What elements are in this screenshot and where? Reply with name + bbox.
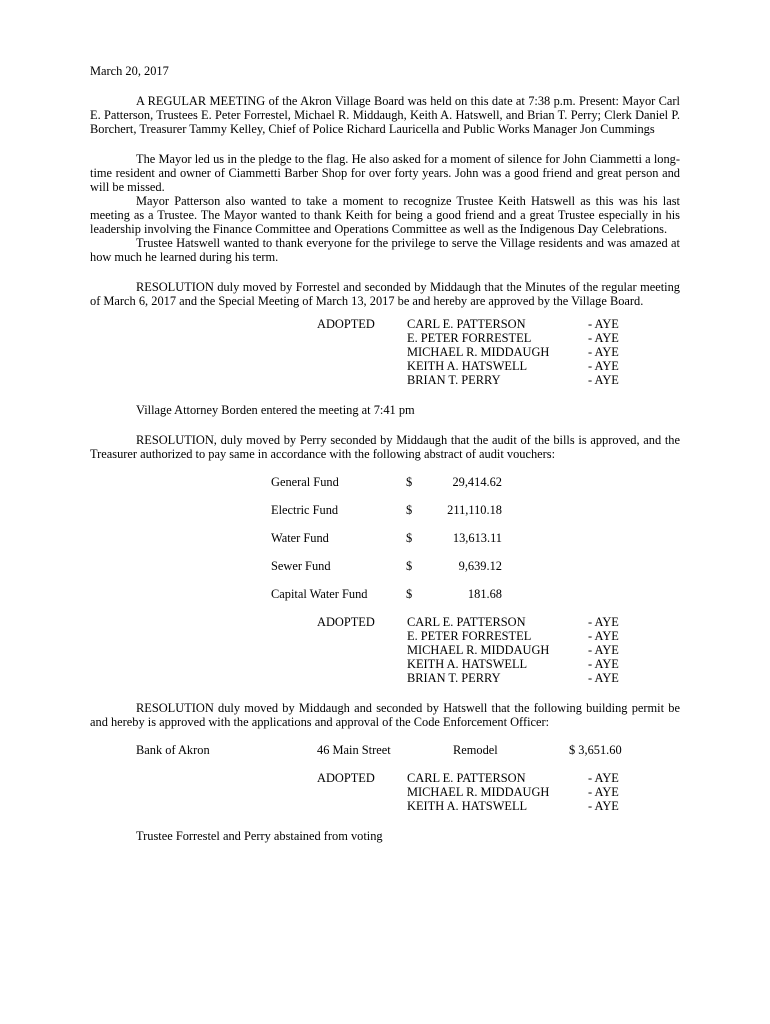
vote-value: - AYE <box>588 671 619 685</box>
fund-row <box>90 475 680 503</box>
fund-name: Capital Water Fund <box>271 587 368 601</box>
vote-value: - AYE <box>588 359 619 373</box>
vote-value: - AYE <box>588 373 619 387</box>
attorney-note: Village Attorney Borden entered the meeting at 7:41 pm <box>136 403 415 417</box>
voter-name: E. PETER FORRESTEL <box>407 331 532 345</box>
opening-paragraph: A REGULAR MEETING of the Akron Village Board was held on this date at 7:38 p.m. Present: Mayor Carl E. Patterson, Trustees E. Peter Forrestel, Michael R. Middaugh, Keith A. Hatswell, and Brian T. Perry; Clerk Daniel P. Borchert, Treasurer Tammy Kelley, Chief of Police Richard Lauricella and Public Works Manager Jon Cummings <box>90 94 680 136</box>
fund-amount: 13,613.11 <box>452 531 502 545</box>
voter-name: E. PETER FORRESTEL <box>407 629 532 643</box>
pledge-paragraph: The Mayor led us in the pledge to the flag. He also asked for a moment of silence for John Ciammetti a long-time resident and owner of Ciammetti Barber Shop for over forty years. John was a good friend and great person and will be missed. <box>90 152 680 194</box>
fund-amount: 29,414.62 <box>452 475 502 489</box>
currency-symbol: $ <box>406 559 413 573</box>
adopted-label: ADOPTED <box>317 615 375 629</box>
vote-value: - AYE <box>588 799 619 813</box>
fund-row <box>90 503 680 531</box>
voter-name: MICHAEL R. MIDDAUGH <box>407 785 550 799</box>
currency-symbol: $ <box>406 531 413 545</box>
permit-applicant: Bank of Akron <box>136 743 210 757</box>
minutes-page <box>90 64 680 843</box>
currency-symbol: $ <box>406 475 413 489</box>
fund-name: Electric Fund <box>271 503 339 517</box>
vote-block-permit <box>90 771 680 813</box>
fund-name: General Fund <box>271 475 339 489</box>
fund-amount: 211,110.18 <box>447 503 502 517</box>
meeting-date: March 20, 2017 <box>90 64 169 78</box>
thanks-paragraph: Trustee Hatswell wanted to thank everyone for the privilege to serve the Village residents and was amazed at how much he learned during his term. <box>90 236 680 264</box>
permit-row <box>90 743 680 757</box>
vote-value: - AYE <box>588 331 619 345</box>
voter-name: KEITH A. HATSWELL <box>407 359 528 373</box>
voter-name: KEITH A. HATSWELL <box>407 657 528 671</box>
voter-name: BRIAN T. PERRY <box>407 671 501 685</box>
vote-value: - AYE <box>588 345 619 359</box>
currency-symbol: $ <box>406 503 413 517</box>
vote-value: - AYE <box>588 785 619 799</box>
abstention-note: Trustee Forrestel and Perry abstained from voting <box>136 829 383 843</box>
vote-value: - AYE <box>588 317 619 331</box>
fund-row <box>90 587 680 601</box>
fund-amount: 181.68 <box>467 587 502 601</box>
vote-block-minutes <box>90 317 680 387</box>
vote-value: - AYE <box>588 629 619 643</box>
adopted-label: ADOPTED <box>317 771 375 785</box>
permit-resolution: RESOLUTION duly moved by Middaugh and seconded by Hatswell that the following building permit be and hereby is approved with the applications and approval of the Code Enforcement Officer: <box>90 701 680 729</box>
voter-name: CARL E. PATTERSON <box>407 615 526 629</box>
permit-type: Remodel <box>453 743 498 757</box>
recognition-paragraph: Mayor Patterson also wanted to take a moment to recognize Trustee Keith Hatswell as this was his last meeting as a Trustee. The Mayor wanted to thank Keith for being a good friend and a great Trustee especially in his leadership involving the Finance Committee and Operations Committee as well as the Indigenous Day Celebrations. <box>90 194 680 236</box>
fund-name: Water Fund <box>271 531 329 545</box>
fund-amount: 9,639.12 <box>458 559 502 573</box>
vote-value: - AYE <box>588 615 619 629</box>
vote-block-audit <box>90 615 680 685</box>
currency-symbol: $ <box>406 587 413 601</box>
adopted-label: ADOPTED <box>317 317 375 331</box>
permit-amount: $ 3,651.60 <box>569 743 622 757</box>
voter-name: CARL E. PATTERSON <box>407 317 526 331</box>
fund-list <box>90 475 680 601</box>
minutes-resolution: RESOLUTION duly moved by Forrestel and seconded by Middaugh that the Minutes of the regular meeting of March 6, 2017 and the Special Meeting of March 13, 2017 be and hereby are approved by the Village Board. <box>90 280 680 308</box>
audit-resolution: RESOLUTION, duly moved by Perry seconded by Middaugh that the audit of the bills is approved, and the Treasurer authorized to pay same in accordance with the following abstract of audit vouchers: <box>90 433 680 461</box>
voter-name: KEITH A. HATSWELL <box>407 799 528 813</box>
fund-row <box>90 559 680 587</box>
permit-address: 46 Main Street <box>317 743 391 757</box>
voter-name: MICHAEL R. MIDDAUGH <box>407 345 550 359</box>
fund-name: Sewer Fund <box>271 559 331 573</box>
voter-name: BRIAN T. PERRY <box>407 373 501 387</box>
vote-value: - AYE <box>588 643 619 657</box>
voter-name: MICHAEL R. MIDDAUGH <box>407 643 550 657</box>
voter-name: CARL E. PATTERSON <box>407 771 526 785</box>
fund-row <box>90 531 680 559</box>
vote-value: - AYE <box>588 771 619 785</box>
vote-value: - AYE <box>588 657 619 671</box>
